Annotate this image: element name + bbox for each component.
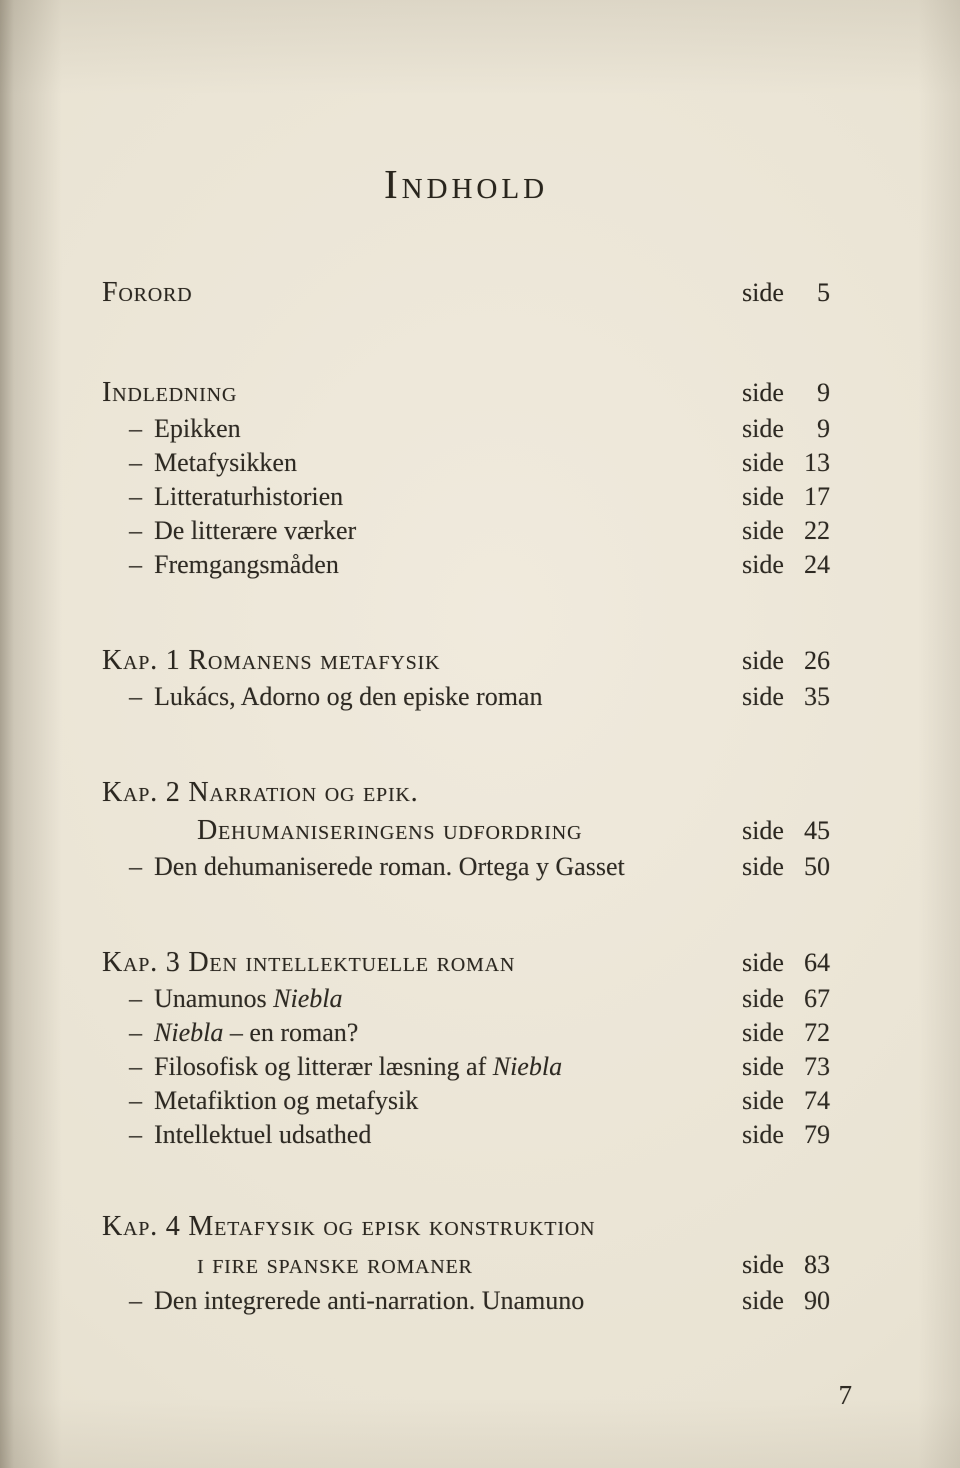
- page-ref: [742, 374, 830, 412]
- side-label: side: [742, 414, 784, 443]
- item-text: Filosofisk og litterær læsning af: [154, 1052, 493, 1081]
- page-number: 74: [804, 1086, 830, 1115]
- side-label: side: [742, 1018, 784, 1047]
- page-ref: [742, 480, 830, 514]
- page-ref: [742, 812, 830, 850]
- item-text-post: – en roman?: [223, 1018, 359, 1047]
- toc-heading-row-line2: [102, 1246, 830, 1284]
- toc-section-kap1: [102, 642, 830, 714]
- page-ref: [742, 1050, 830, 1084]
- toc-item-row: [102, 1050, 830, 1084]
- page-ref: [742, 412, 830, 446]
- toc-item-label: [102, 1016, 742, 1050]
- toc-section-kap4: [102, 1208, 830, 1318]
- toc-item-label: [102, 850, 742, 884]
- folio-page-number: 7: [838, 1380, 852, 1410]
- toc-heading-row: [102, 774, 830, 812]
- toc-heading-row: [102, 274, 830, 312]
- dash: –: [129, 414, 142, 443]
- dash: –: [129, 1018, 142, 1047]
- toc-section-kap3: [102, 944, 830, 1152]
- side-label: side: [742, 550, 784, 579]
- side-label: side: [742, 1250, 784, 1279]
- side-label: side: [742, 984, 784, 1013]
- toc-item-row: [102, 412, 830, 446]
- side-label: side: [742, 1120, 784, 1149]
- side-label: side: [742, 378, 784, 407]
- dash: –: [129, 852, 142, 881]
- side-label: side: [742, 516, 784, 545]
- page-ref: [742, 982, 830, 1016]
- toc-item-label: [102, 1084, 742, 1118]
- toc-heading-row: [102, 944, 830, 982]
- side-label: side: [742, 1086, 784, 1115]
- toc-item-row: [102, 446, 830, 480]
- page-number: 67: [804, 984, 830, 1013]
- item-text: Metafiktion og metafysik: [154, 1086, 419, 1115]
- side-label: side: [742, 1052, 784, 1081]
- italic-title: Niebla: [492, 1052, 563, 1081]
- page-ref: [742, 1016, 830, 1050]
- page-number: 13: [804, 448, 830, 477]
- page-ref: [742, 446, 830, 480]
- toc-item-row: [102, 480, 830, 514]
- toc-heading-label: i fire spanske romaner: [197, 1249, 473, 1280]
- item-text: Lukács, Adorno og den episke roman: [154, 682, 543, 711]
- item-text: Fremgangsmåden: [154, 550, 339, 579]
- side-label: side: [742, 482, 784, 511]
- page-ref: [742, 1084, 830, 1118]
- page-title: Indhold: [383, 161, 549, 207]
- side-label: side: [742, 948, 784, 977]
- page-number: 17: [804, 482, 830, 511]
- italic-title: Niebla: [273, 984, 343, 1013]
- toc-heading-label: Dehumaniseringens udfordring: [197, 815, 583, 846]
- page-number: 50: [804, 852, 830, 881]
- page-ref: [742, 548, 830, 582]
- item-text: Litteraturhistorien: [154, 482, 344, 511]
- item-text: Epikken: [154, 414, 241, 443]
- toc-heading-label: Kap. 2 Narration og epik.: [102, 777, 419, 808]
- item-text: Metafysikken: [154, 448, 297, 477]
- toc-item-row: [102, 1084, 830, 1118]
- page-ref: [742, 944, 830, 982]
- toc-item-label: [102, 548, 742, 582]
- toc-item-label: [102, 1050, 742, 1084]
- toc-item-row: [102, 548, 830, 582]
- toc-item-label: [102, 680, 742, 714]
- toc-heading-label: Kap. 3 Den intellektuelle roman: [102, 947, 516, 978]
- page-number: 45: [804, 816, 830, 845]
- side-label: side: [742, 448, 784, 477]
- dash: –: [129, 516, 142, 545]
- dash: –: [129, 984, 142, 1013]
- toc-item-row: [102, 850, 830, 884]
- toc-heading-label: Indledning: [102, 377, 238, 408]
- toc-item-label: [102, 412, 742, 446]
- side-label: side: [742, 278, 784, 307]
- page-ref: [742, 1284, 830, 1318]
- page-ref: [742, 274, 830, 312]
- page-number: 24: [804, 550, 830, 579]
- toc-item-row: [102, 1284, 830, 1318]
- page-number: 35: [804, 682, 830, 711]
- page-number: 72: [804, 1018, 830, 1047]
- item-text: De litterære værker: [154, 516, 357, 545]
- dash: –: [129, 550, 142, 579]
- page-ref: [742, 1246, 830, 1284]
- toc-section-forord: [102, 274, 830, 312]
- side-label: side: [742, 816, 784, 845]
- dash: –: [129, 1286, 142, 1315]
- page-ref: [742, 680, 830, 714]
- page-number: 73: [804, 1052, 830, 1081]
- toc-item-row: [102, 1118, 830, 1152]
- toc-item-row: [102, 1016, 830, 1050]
- dash: –: [129, 482, 142, 511]
- toc-item-row: [102, 680, 830, 714]
- page-number: 90: [804, 1286, 830, 1315]
- item-text: Intellektuel udsathed: [154, 1120, 372, 1149]
- toc-item-label: [102, 514, 742, 548]
- page-number: 5: [817, 278, 830, 307]
- side-label: side: [742, 646, 784, 675]
- page-number: 83: [804, 1250, 830, 1279]
- toc-item-label: [102, 1118, 742, 1152]
- page-ref: [742, 1118, 830, 1152]
- page-number: 26: [804, 646, 830, 675]
- page-number: 64: [804, 948, 830, 977]
- toc-heading-label: Kap. 1 Romanens metafysik: [102, 645, 441, 676]
- toc-heading-row: [102, 374, 830, 412]
- toc-heading-row: [102, 642, 830, 680]
- dash: –: [129, 682, 142, 711]
- toc-item-label: [102, 982, 742, 1016]
- toc-item-label: [102, 480, 742, 514]
- page-ref: [742, 514, 830, 548]
- dash: –: [129, 1052, 142, 1081]
- page-ref: [742, 850, 830, 884]
- toc-item-label: [102, 446, 742, 480]
- italic-title: Niebla: [154, 1018, 224, 1047]
- dash: –: [129, 1086, 142, 1115]
- toc-item-label: [102, 1284, 742, 1318]
- toc-heading-row: [102, 1208, 830, 1246]
- side-label: side: [742, 682, 784, 711]
- item-text: Unamunos: [154, 984, 274, 1013]
- side-label: side: [742, 1286, 784, 1315]
- page-number: 22: [804, 516, 830, 545]
- toc-item-row: [102, 514, 830, 548]
- side-label: side: [742, 852, 784, 881]
- dash: –: [129, 1120, 142, 1149]
- toc-item-row: [102, 982, 830, 1016]
- toc-heading-label: Kap. 4 Metafysik og episk konstruktion: [102, 1211, 596, 1242]
- page-number: 79: [804, 1120, 830, 1149]
- page-number: 9: [817, 414, 830, 443]
- page-ref: [742, 642, 830, 680]
- item-text: Den integrerede anti-narration. Unamuno: [154, 1286, 585, 1315]
- toc-section-kap2: [102, 774, 830, 884]
- dash: –: [129, 448, 142, 477]
- toc-heading-row-line2: [102, 812, 830, 850]
- toc-heading-label: Forord: [102, 277, 193, 308]
- toc-section-indledning: [102, 374, 830, 582]
- item-text: Den dehumaniserede roman. Ortega y Gasset: [154, 852, 625, 881]
- page-number: 9: [817, 378, 830, 407]
